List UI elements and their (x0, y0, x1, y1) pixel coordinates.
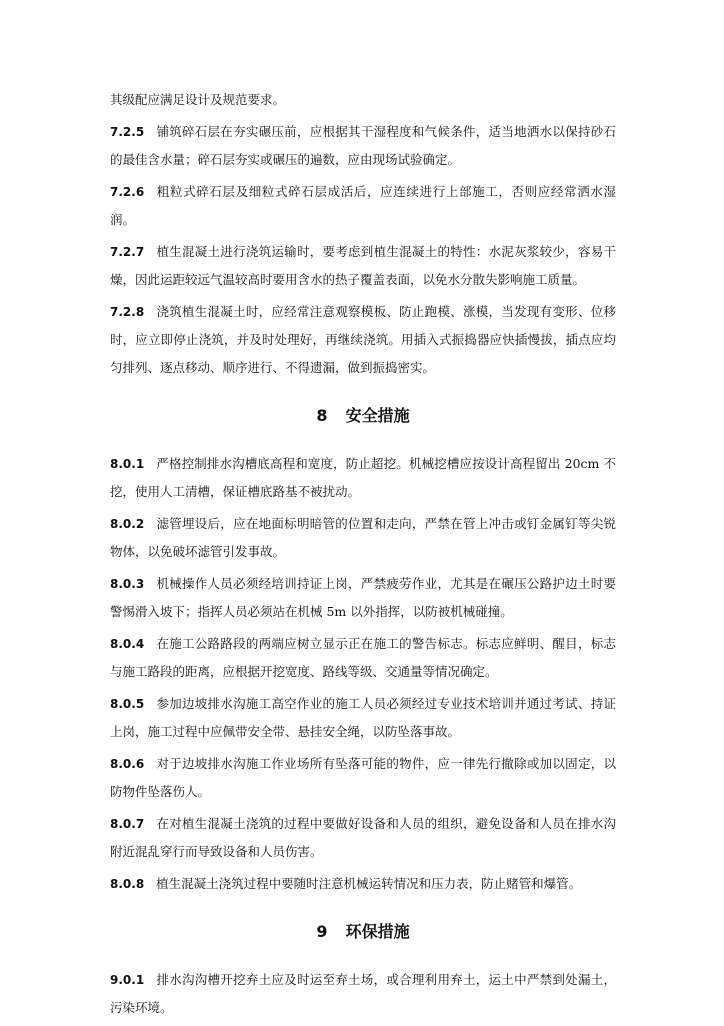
clause-7-2-7 (110, 238, 616, 294)
clause-text: 滤管埋设后，应在地面标明暗管的位置和走向，严禁在管上冲击或钉金属钉等尖锐物体，以免破坏滤管引发事故。 (110, 516, 616, 559)
section-title-text: 环保措施 (345, 922, 410, 941)
clause-text: 植生混凝土进行浇筑运输时，要考虑到植生混凝土的特性：水泥灰浆较少，容易干燥，因此运距较远气温较高时要用含水的热子覆盖表面，以免水分散失影响施工质量。 (110, 244, 616, 287)
clause-text: 参加边坡排水沟施工高空作业的施工人员必须经过专业技术培训并通过考试、持证上岗，施工过程中应佩带安全带、悬挂安全绳，以防坠落事故。 (110, 696, 616, 739)
clause-number: 8.0.6 (110, 757, 145, 771)
clause-8-0-6 (110, 750, 616, 806)
clause-text: 排水沟沟槽开挖弃土应及时运至弃土场，或合理利用弃土，运土中严禁到处漏土，污染环境。 (110, 972, 616, 1015)
clause-number: 8.0.5 (110, 697, 145, 711)
page-content (110, 86, 616, 1026)
clause-text: 粗粒式碎石层及细粒式碎石层成活后，应连续进行上部施工，否则应经常洒水湿润。 (110, 184, 616, 227)
clause-text: 植生混凝土浇筑过程中要随时注意机械运转情况和压力表，防止赌管和爆管。 (156, 876, 582, 891)
clause-7-2-6 (110, 178, 616, 234)
clause-8-0-7 (110, 810, 616, 866)
section-number: 8 (316, 406, 328, 425)
clause-number: 8.0.3 (110, 577, 145, 591)
clause-8-0-8 (110, 870, 616, 898)
clause-text: 对于边坡排水沟施工作业场所有坠落可能的物件，应一律先行撤除或加以固定，以防物件坠落伤人。 (110, 756, 616, 799)
clause-text: 铺筑碎石层在夯实碾压前，应根据其干湿程度和气候条件，适当地洒水以保持砂石的最佳含水量；碎石层夯实或碾压的遍数，应由现场试验确定。 (110, 124, 616, 167)
clause-8-0-5 (110, 690, 616, 746)
clause-8-0-4 (110, 630, 616, 686)
clause-7-2-5 (110, 118, 616, 174)
clause-number: 8.0.8 (110, 877, 145, 891)
clause-number: 7.2.8 (110, 305, 145, 319)
clause-7-2-8 (110, 298, 616, 382)
clause-8-0-1 (110, 450, 616, 506)
clause-number: 8.0.1 (110, 457, 145, 471)
clause-number: 8.0.2 (110, 517, 145, 531)
clause-text: 在对植生混凝土浇筑的过程中要做好设备和人员的组织，避免设备和人员在排水沟附近混乱穿行而导致设备和人员伤害。 (110, 816, 616, 859)
clause-number: 7.2.5 (110, 125, 145, 139)
clause-number: 7.2.7 (110, 245, 145, 259)
clause-number: 8.0.4 (110, 637, 145, 651)
section-9-heading (110, 918, 616, 946)
intro-paragraph: 其级配应满足设计及规范要求。 (110, 92, 286, 107)
section-number: 9 (316, 922, 328, 941)
clause-number: 8.0.7 (110, 817, 145, 831)
clause-text: 在施工公路路段的两端应树立显示正在施工的警告标志。标志应鲜明、醒目，标志与施工路段的距离，应根据开挖宽度、路线等级、交通量等情况确定。 (110, 636, 616, 679)
clause-text: 机械操作人员必须经培训持证上岗，严禁疲劳作业，尤其是在碾压公路护边土时要警惕滑入坡下；指挥人员必须站在机械 5m 以外指挥，以防被机械碰撞。 (110, 576, 616, 619)
clause-8-0-3 (110, 570, 616, 626)
section-title-text: 安全措施 (345, 406, 410, 425)
clause-8-0-2 (110, 510, 616, 566)
section-8-heading (110, 402, 616, 430)
clause-9-0-1 (110, 966, 616, 1022)
clause-text: 严格控制排水沟槽底高程和宽度，防止超挖。机械挖槽应按设计高程留出 20cm 不挖，使用人工清槽，保证槽底路基不被扰动。 (110, 456, 616, 499)
clause-number: 7.2.6 (110, 185, 145, 199)
clause-number: 9.0.1 (110, 973, 145, 987)
clause-text: 浇筑植生混凝土时，应经常注意观察模板、防止跑模、涨模，当发现有变形、位移时，应立即停止浇筑，并及时处理好，再继续浇筑。用插入式振捣器应快插慢拔，插点应均匀排列、逐点移动、顺序进行、不得遗漏，做到振捣密实。 (110, 304, 616, 375)
